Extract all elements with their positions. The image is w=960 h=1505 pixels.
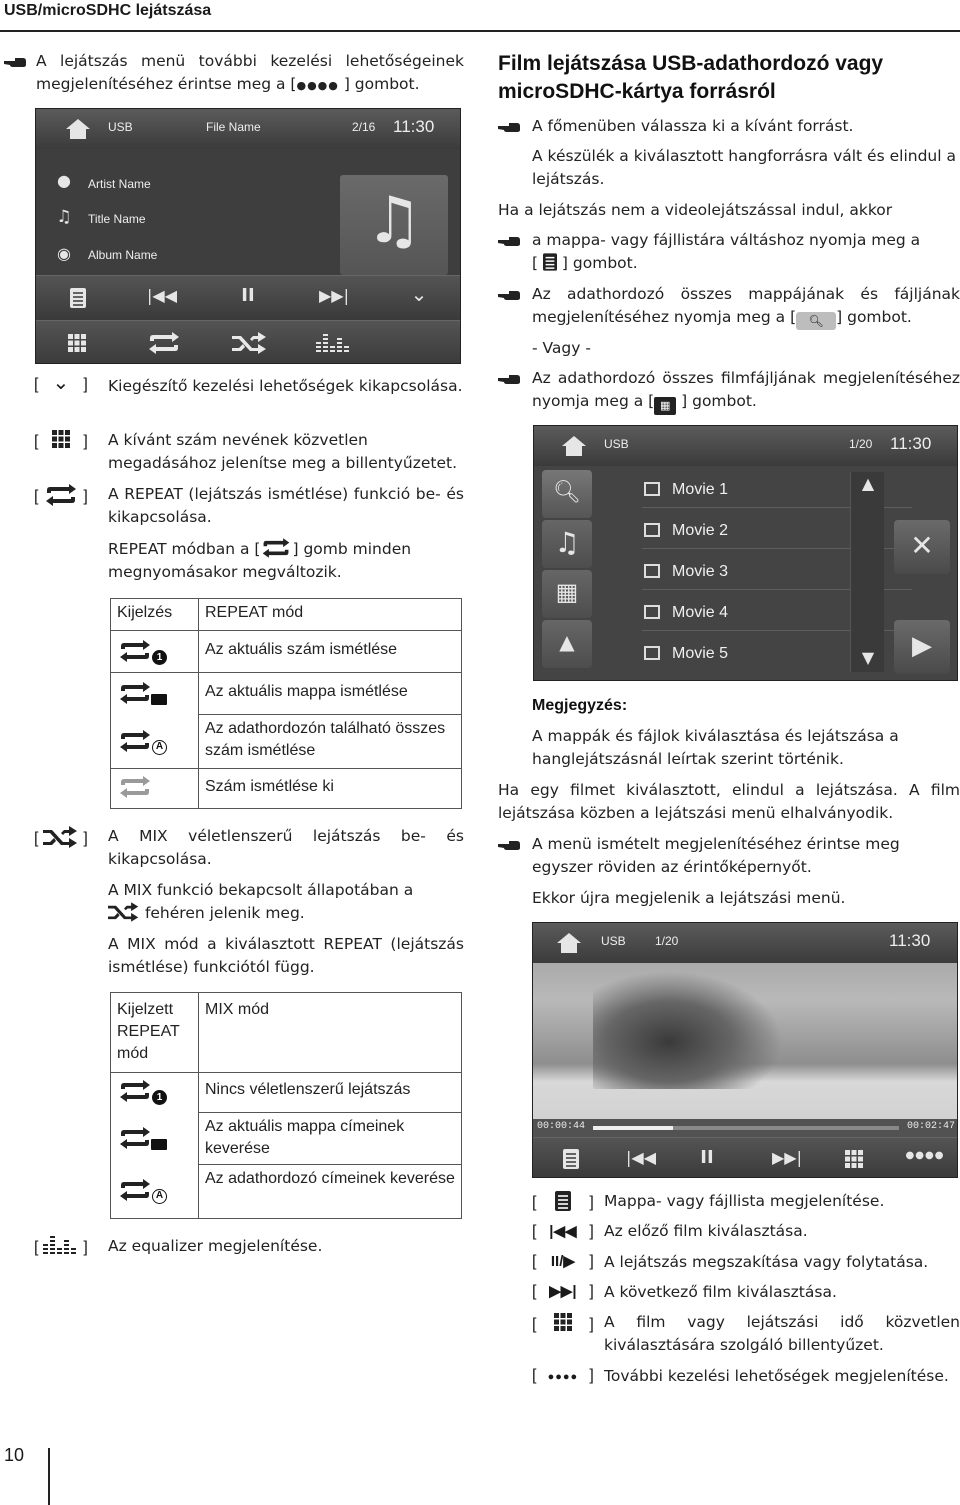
right-p5a: Az adathordozó összes mappájának és fájljának megjelenítéséhez nyomja meg a [ (532, 285, 960, 326)
dots-icon: ●●●● (547, 1371, 579, 1383)
table1-icon-repeat-all (111, 715, 199, 769)
key-text-pause: A lejátszás megszakítása vagy folytatása. (604, 1253, 929, 1271)
progress-fill (593, 1126, 673, 1130)
right-p3: Ha a lejátszás nem a videolejátszással indul, akkor (498, 201, 893, 219)
screen1-track: 2/16 (352, 120, 376, 134)
bracket-repeat: [ ] (34, 484, 88, 506)
hand-pointer-icon (498, 235, 520, 247)
keypad-icon (43, 430, 79, 448)
folder-icon (151, 694, 167, 705)
bracket-shuffle: [ ] (34, 826, 88, 848)
total-time: 00:02:47 (906, 1121, 955, 1132)
home-icon (557, 933, 581, 953)
item-repeat-text: A REPEAT (lejátszás ismétlése) funkció be- és kikapcsolása. (108, 485, 464, 526)
right-p7: Ha egy filmet kiválasztott, elindul a lejátszása. A film lejátszása közben a lejátszási menü elhalványodik. (498, 781, 960, 822)
progress-bar[interactable] (593, 1126, 899, 1130)
item-chevron-text: Kiegészítő kezelési lehetőségek kikapcsolása. (108, 377, 463, 395)
file-icon (644, 605, 660, 619)
screen3-topbar (533, 923, 957, 963)
table1-row1: Az aktuális szám ismétlése (199, 631, 462, 673)
prev-icon: |◀◀ (549, 1223, 577, 1240)
screen3-controls (533, 1137, 957, 1178)
hand-pointer-icon (498, 121, 520, 133)
next-icon[interactable]: ▶▶| (319, 286, 349, 305)
table2-icon-repeat-all (111, 1164, 199, 1218)
audio-player-screenshot (35, 108, 461, 364)
pause-icon[interactable]: II (241, 285, 255, 306)
hand-pointer-icon (4, 56, 26, 68)
clapper-icon: ▦ (654, 397, 676, 415)
hand-pointer-icon (498, 839, 520, 851)
intro-start: A lejátszás menü további kezelési lehetőségeinek megjelenítéséhez érintse meg a [ (36, 52, 464, 93)
album-icon: ◉ (57, 244, 71, 263)
table2-row1: Nincs véletlenszerű lejátszás (199, 1073, 462, 1113)
right-p5 (532, 283, 960, 330)
play-icon: ▶ (912, 631, 932, 661)
photo-tab[interactable] (542, 620, 592, 668)
folder-icon (151, 1139, 167, 1150)
next-icon[interactable]: ▶▶| (772, 1148, 802, 1167)
repeat-note-b: ] gomb minden megnyomásakor megváltozik. (108, 540, 412, 581)
table2-row2: Az aktuális mappa címeinek keverése (199, 1112, 462, 1164)
repeat-icon (117, 730, 153, 752)
repeat-icon (43, 484, 79, 506)
table1-icon-repeat-one (111, 631, 199, 673)
home-icon (562, 436, 586, 456)
mix-text3: A MIX mód a kiválasztott REPEAT (lejátszás ismétlése) funkciótól függ. (108, 935, 464, 976)
repeat-icon[interactable] (146, 332, 182, 354)
right-p1: A főmenüben válassza ki a kívánt forrást. (532, 117, 854, 135)
intro-text (36, 50, 464, 97)
repeat-icon (117, 1080, 153, 1102)
table2-row3: Az adathordozó címeinek keverése (199, 1164, 462, 1218)
shuffle-icon (43, 826, 79, 848)
table2-icon-repeat-folder (111, 1112, 199, 1164)
chevron-down-icon: ⌄ (52, 372, 70, 394)
screen3-time: 11:30 (889, 931, 931, 950)
bracket-chevron: [ ⌄ ] (34, 372, 88, 394)
movie-title: Movie 1 (672, 481, 729, 498)
music-note-icon: ♫ (554, 526, 580, 559)
home-icon (66, 119, 90, 139)
right-p9: Ekkor újra megjelenik a lejátszási menü. (532, 889, 846, 907)
table1-header-display: Kijelzés (111, 599, 199, 631)
screen2-topbar (534, 426, 957, 466)
keypad-icon (541, 1313, 585, 1331)
screen3-count: 1/20 (655, 934, 679, 948)
key-text-next: A következő film kiválasztása. (604, 1283, 837, 1301)
dots-icon: ●●●● (296, 79, 339, 92)
mix-text2b: fehéren jelenik meg. (144, 904, 305, 922)
right-p4: a mappa- vagy fájllistára váltáshoz nyomja meg a [ ] gombot. (532, 231, 921, 272)
movie-title: Movie 2 (672, 522, 729, 539)
screen1-controls-row2 (36, 320, 460, 364)
bracket-keypad: [ ] (34, 430, 88, 451)
prev-icon[interactable]: |◀◀ (147, 286, 177, 305)
movie-tab[interactable] (542, 570, 592, 618)
screen1-topbar (36, 109, 460, 149)
key-text-keypad: A film vagy lejátszási idő közvetlen kiválasztására szolgáló billentyűzet. (604, 1313, 960, 1354)
right-p6a: Az adathordozó összes filmfájljának megjelenítéséhez nyomja meg a [ (532, 369, 960, 410)
file-icon (644, 564, 660, 578)
mix-text2 (108, 879, 464, 925)
shuffle-icon (108, 902, 140, 922)
key-pause-bracket: [ II/▶ ] (532, 1253, 594, 1270)
progress-row (533, 1119, 958, 1137)
screen1-source: USB (108, 120, 133, 134)
arrow-up-icon[interactable]: ▲ (861, 474, 875, 493)
mix-mode-table (110, 992, 462, 1219)
music-note-icon: ♫ (365, 184, 423, 258)
movie-list-screenshot (533, 425, 958, 681)
search-icon: 🔍︎ (553, 480, 581, 505)
file-icon (644, 646, 660, 660)
screen1-album: Album Name (88, 248, 158, 262)
repeat-icon (117, 1179, 153, 1201)
key-prev-bracket: [ |◀◀ ] (532, 1223, 594, 1240)
title-icon: ♫ (56, 207, 72, 227)
file-icon (644, 482, 660, 496)
screen1-controls-row1 (36, 275, 460, 320)
artist-icon: ● (57, 171, 71, 190)
right-p2: A készülék a kiválasztott hangforrásra vált és elindul a lejátszás. (532, 147, 956, 188)
eq-text: Az equalizer megjelenítése. (108, 1237, 323, 1255)
pause-icon[interactable]: II (700, 1147, 714, 1168)
chevron-down-icon[interactable]: ⌄ (410, 282, 428, 306)
table1-row3: Az adathordozón található összes szám ismétlése (199, 715, 462, 769)
keypad-icon[interactable] (845, 1150, 863, 1168)
list-icon (541, 1191, 585, 1211)
screen2-source: USB (604, 437, 629, 451)
list-icon[interactable] (70, 288, 86, 308)
note-title: Megjegyzés: (532, 697, 628, 714)
screen1-info (36, 149, 461, 275)
table1-icon-repeat-off (111, 769, 199, 809)
clapper-icon: ▦ (555, 578, 579, 606)
close-button[interactable] (894, 520, 950, 574)
key-dots-bracket: [ ●●●● ] (532, 1367, 594, 1384)
right-p4b: ] gombot. (561, 254, 638, 272)
item-keypad-text: A kívánt szám nevének közvetlen megadásához jelenítse meg a billentyűzetet. (108, 431, 457, 472)
table1-row4: Szám ismétlése ki (199, 769, 462, 809)
repeat-icon (117, 682, 153, 704)
repeat-note (108, 538, 464, 584)
shuffle-icon[interactable] (232, 332, 268, 354)
elapsed-time: 00:00:44 (537, 1121, 586, 1132)
video-playback-screenshot (532, 922, 958, 1178)
movie-title: Movie 4 (672, 604, 729, 621)
music-tab[interactable] (542, 520, 592, 568)
repeat-all-badge: A (152, 1189, 167, 1204)
keypad-icon[interactable] (68, 334, 86, 352)
key-keypad-bracket: [ ] (532, 1313, 594, 1334)
close-icon: ✕ (910, 529, 934, 562)
page-number-divider (48, 1448, 50, 1505)
screen1-file-name: File Name (206, 120, 261, 134)
page-number: 10 (4, 1445, 25, 1465)
repeat-icon (117, 640, 153, 662)
key-text-prev: Az előző film kiválasztása. (604, 1222, 808, 1240)
album-art (340, 175, 448, 275)
pause-play-icon: II/▶ (550, 1253, 575, 1270)
bracket-equalizer: [ ] (34, 1236, 88, 1257)
photo-icon: ▲ (559, 630, 575, 654)
repeat-mode-table (110, 598, 462, 809)
repeat-one-badge: 1 (152, 650, 167, 665)
list-icon (543, 253, 557, 271)
hand-pointer-icon (498, 373, 520, 385)
hand-pointer-icon (498, 289, 520, 301)
repeat-icon (260, 538, 292, 558)
screen1-time: 11:30 (393, 117, 435, 136)
key-next-bracket: [ ▶▶| ] (532, 1283, 594, 1300)
arrow-down-icon[interactable]: ▼ (861, 648, 875, 667)
note-text: A mappák és fájlok kiválasztása és lejátszása a hanglejátszásnál leírtak szerint történik. (532, 727, 899, 768)
or-separator: - Vagy - (532, 339, 591, 357)
screen2-time: 11:30 (890, 434, 932, 453)
right-p4a: a mappa- vagy fájllistára váltáshoz nyomja meg a (532, 231, 921, 249)
key-text-list: Mappa- vagy fájllista megjelenítése. (604, 1192, 885, 1210)
mix-text2a: A MIX funkció bekapcsolt állapotában a (108, 881, 414, 899)
prev-icon[interactable]: |◀◀ (626, 1148, 656, 1167)
repeat-one-badge: 1 (152, 1090, 167, 1105)
screen1-title: Title Name (88, 212, 146, 226)
repeat-icon (117, 776, 153, 798)
next-icon: ▶▶| (549, 1283, 577, 1300)
table1-header-mode: REPEAT mód (199, 599, 462, 631)
right-p5b: ] gombot. (836, 308, 912, 326)
key-list-bracket: [ ] (532, 1191, 594, 1212)
mix-text1: A MIX véletlenszerű lejátszás be- és kikapcsolása. (108, 827, 464, 868)
folder-search-tab[interactable] (542, 470, 592, 518)
page-header (0, 0, 960, 32)
movie-title: Movie 5 (672, 645, 729, 662)
play-button[interactable] (894, 620, 950, 674)
video-figures (593, 971, 783, 1089)
table2-header-mode: MIX mód (199, 993, 462, 1073)
right-p8: A menü ismételt megjelenítéséhez érintse meg egyszer röviden az érintőképernyőt. (532, 835, 900, 876)
intro-end: ] gombot. (343, 75, 420, 93)
dots-icon[interactable]: ●●●● (905, 1150, 945, 1161)
search-icon: 🔍︎ (796, 312, 836, 330)
equalizer-icon (43, 1236, 79, 1254)
table2-header-display: Kijelzett REPEAT mód (111, 993, 199, 1073)
repeat-icon (117, 1127, 153, 1149)
repeat-note-a: REPEAT módban a [ (108, 540, 261, 558)
table2-icon-repeat-one (111, 1073, 199, 1113)
screen1-artist: Artist Name (88, 177, 151, 191)
file-icon (644, 523, 660, 537)
screen3-source: USB (601, 934, 626, 948)
list-icon[interactable] (563, 1149, 579, 1169)
table1-row2: Az aktuális mappa ismétlése (199, 673, 462, 715)
table1-icon-repeat-folder (111, 673, 199, 715)
screen2-count: 1/20 (849, 437, 873, 451)
equalizer-icon[interactable] (316, 334, 352, 352)
repeat-all-badge: A (152, 740, 167, 755)
right-p6b: ] gombot. (681, 392, 757, 410)
page-header-title: USB/microSDHC lejátszása (4, 2, 212, 19)
scrollbar[interactable] (850, 472, 884, 672)
section-heading: Film lejátszása USB-adathordozó vagy microSDHC-kártya forrásról (498, 52, 884, 103)
movie-title: Movie 3 (672, 563, 729, 580)
key-text-dots: További kezelési lehetőségek megjelenítése. (604, 1367, 949, 1385)
right-p6 (532, 367, 960, 415)
